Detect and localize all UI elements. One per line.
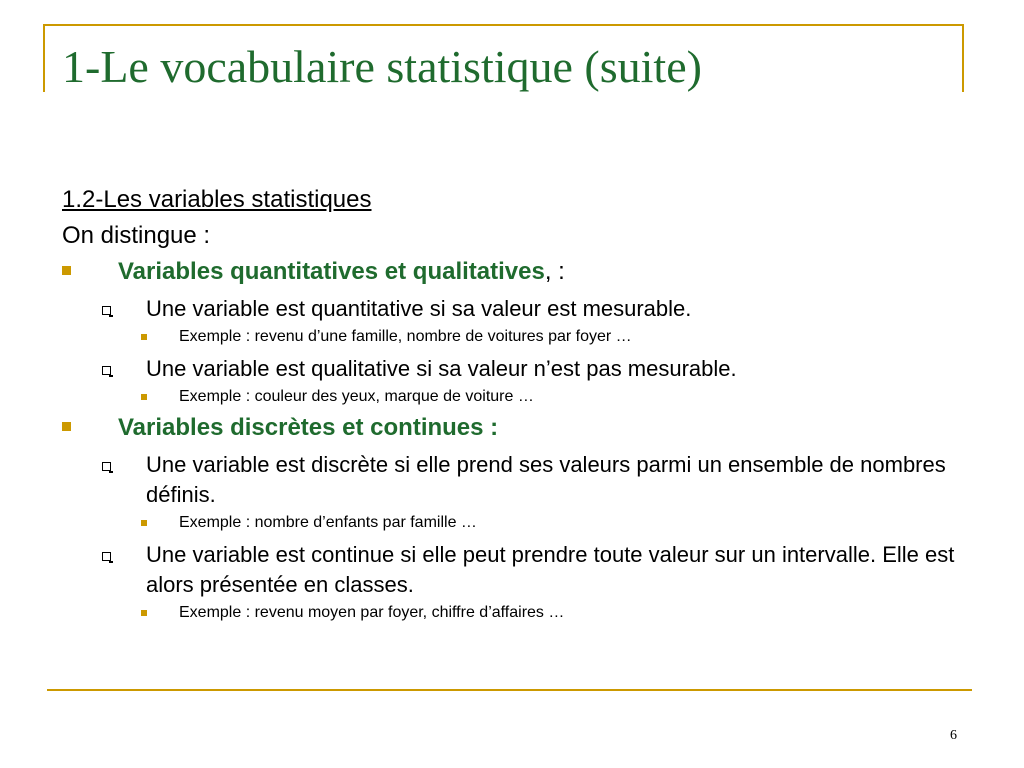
definition-discrete (62, 450, 972, 510)
frame-top-rule (43, 24, 964, 26)
section-label: Variables discrètes et continues : (118, 414, 499, 441)
small-square-bullet-icon (141, 334, 147, 340)
small-square-bullet-icon (141, 610, 147, 616)
square-bullet-icon (62, 422, 71, 431)
example-text: Exemple : nombre d’enfants par famille … (179, 514, 477, 531)
example-continuous (62, 600, 972, 626)
hollow-square-bullet-icon (102, 306, 111, 315)
definition-text: Une variable est continue si elle peut prendre toute valeur sur un intervalle. Elle est alors présentée en classes. (146, 542, 955, 597)
example-qualitative (62, 384, 972, 410)
page-number: 6 (950, 728, 957, 743)
definition-quantitative (62, 294, 972, 324)
slide-body (62, 182, 972, 626)
small-square-bullet-icon (141, 394, 147, 400)
section-label: Variables quantitatives et qualitatives (118, 258, 545, 285)
hollow-square-bullet-icon (102, 552, 111, 561)
section-bullet-quantitative-qualitative (62, 254, 972, 290)
intro-text: On distingue : (62, 222, 211, 249)
section-subtitle: 1.2-Les variables statistiques (62, 186, 372, 213)
section-suffix: , : (544, 258, 565, 285)
frame-right-rule (962, 24, 964, 92)
definition-text: Une variable est qualitative si sa valeur n’est pas mesurable. (146, 356, 737, 381)
definition-text: Une variable est quantitative si sa valeur est mesurable. (146, 296, 692, 321)
footer-rule (47, 689, 972, 691)
square-bullet-icon (62, 266, 71, 275)
hollow-square-bullet-icon (102, 366, 111, 375)
section-bullet-discrete-continuous (62, 410, 972, 446)
small-square-bullet-icon (141, 520, 147, 526)
slide-title: 1-Le vocabulaire statistique (suite) (62, 41, 702, 92)
frame-left-rule (43, 24, 45, 92)
example-text: Exemple : couleur des yeux, marque de voiture … (179, 388, 534, 405)
example-text: Exemple : revenu moyen par foyer, chiffre d’affaires … (179, 604, 565, 621)
hollow-square-bullet-icon (102, 462, 111, 471)
definition-text: Une variable est discrète si elle prend ses valeurs parmi un ensemble de nombres définis. (146, 452, 946, 507)
example-text: Exemple : revenu d’une famille, nombre de voitures par foyer … (179, 328, 632, 345)
example-quantitative (62, 324, 972, 350)
definition-qualitative (62, 354, 972, 384)
definition-continuous (62, 540, 972, 600)
example-discrete (62, 510, 972, 536)
